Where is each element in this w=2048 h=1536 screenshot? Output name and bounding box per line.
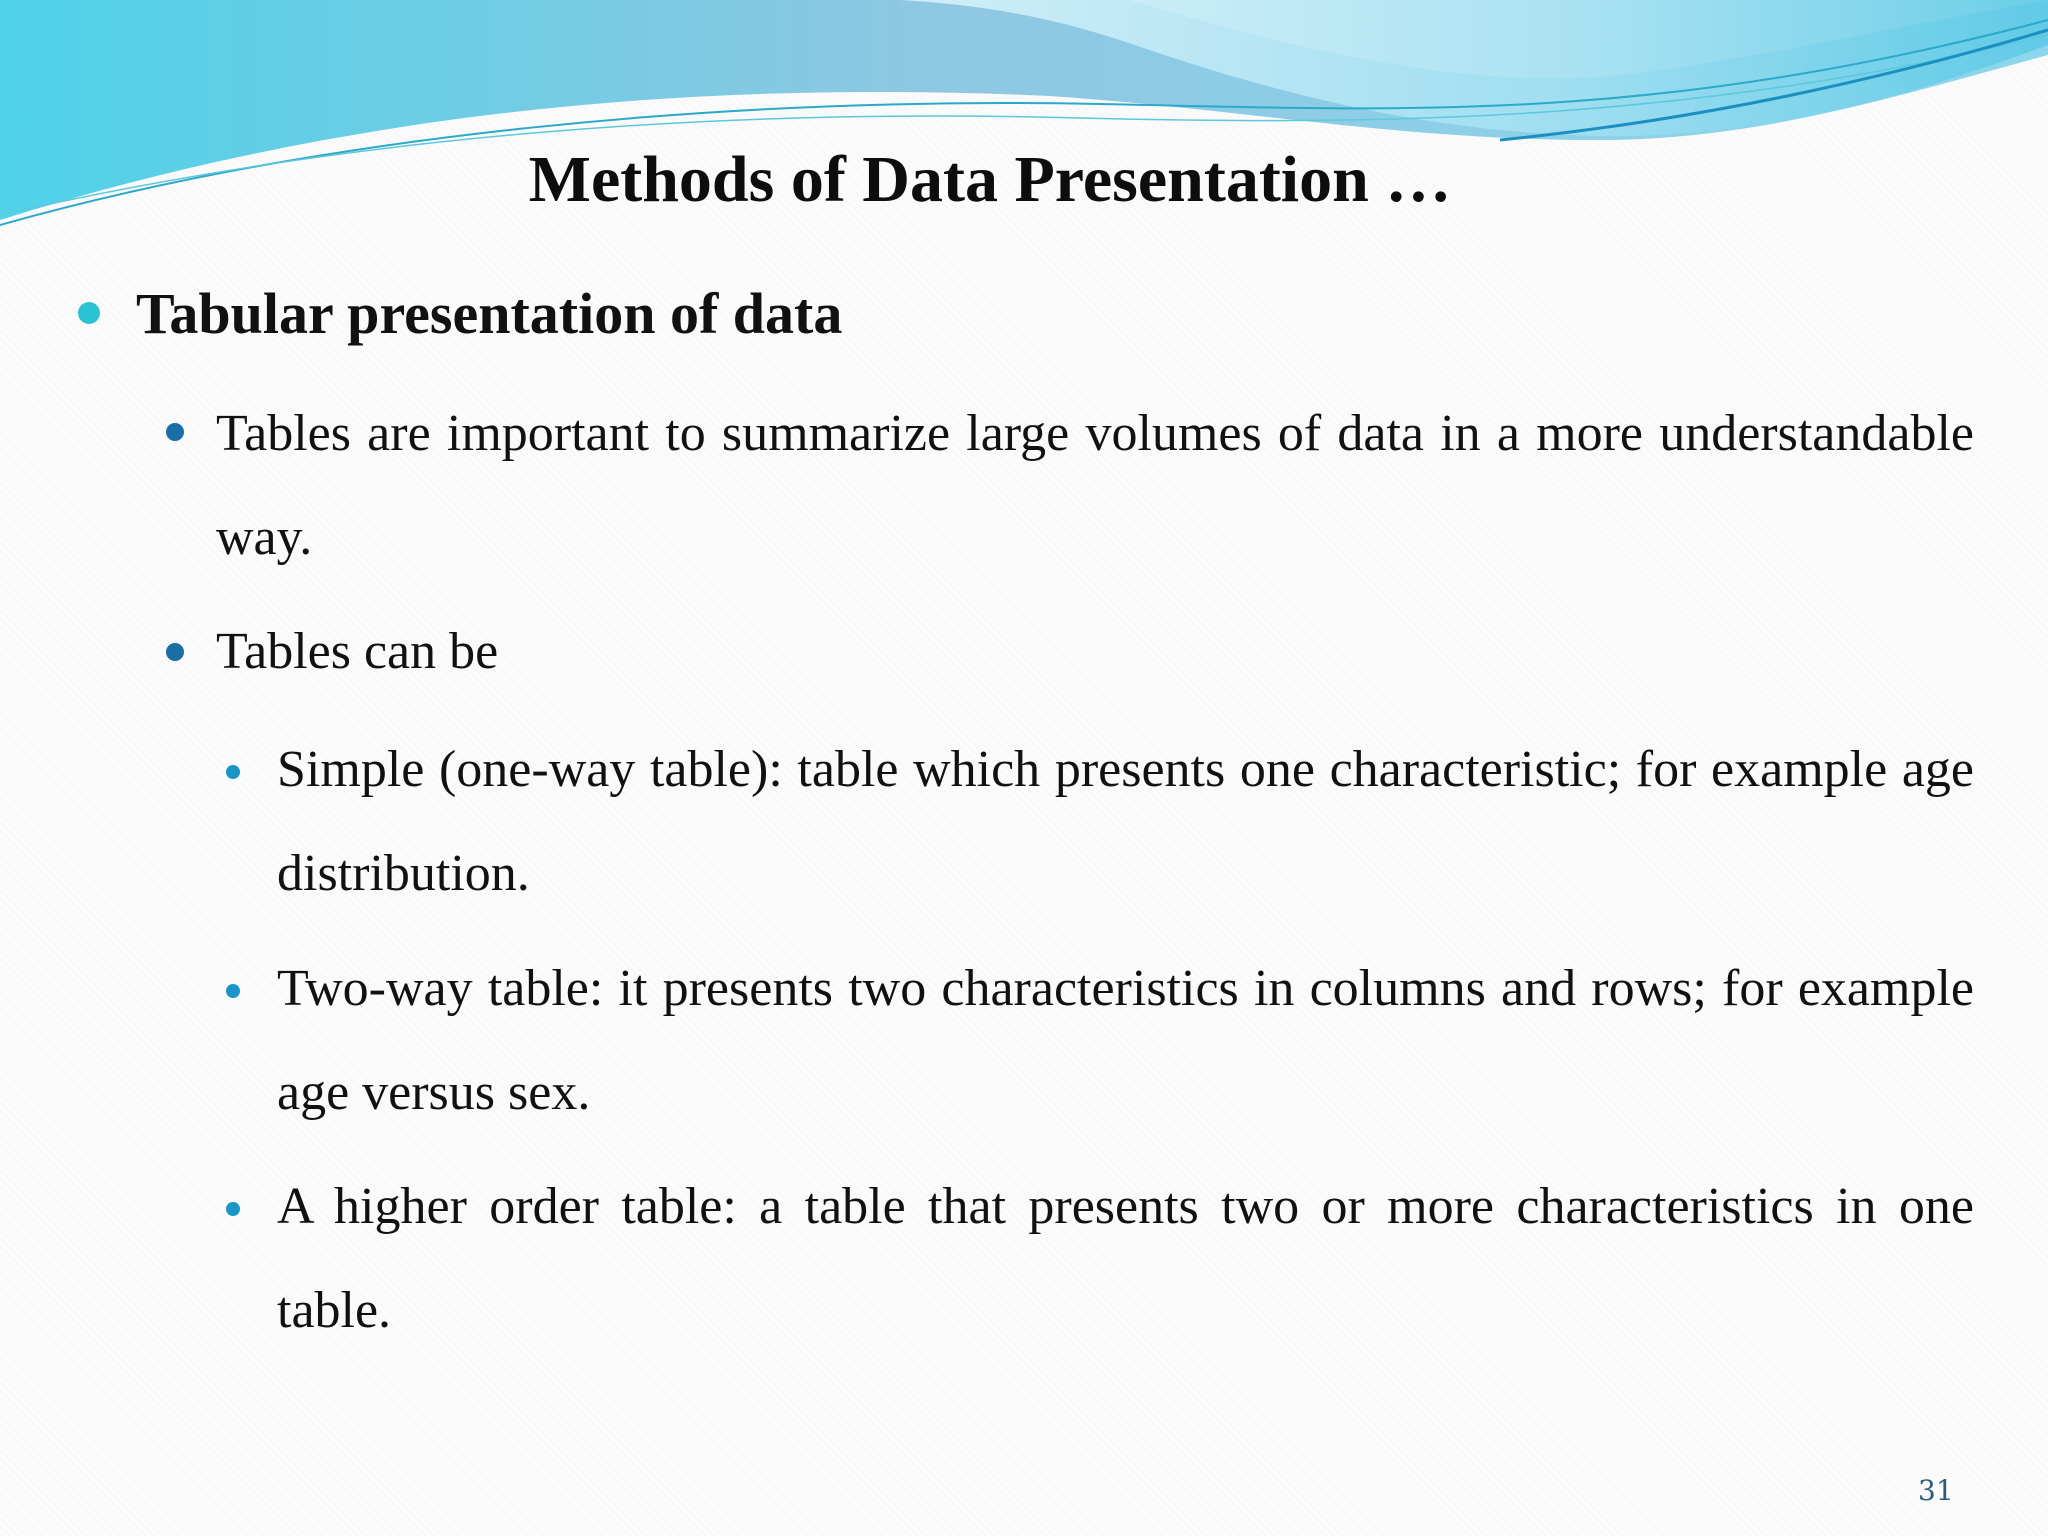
bullet-level2-icon <box>166 643 184 661</box>
subpoint-higher-order-table: A higher order table: a table that presents two or more characteristics in one table. <box>277 1178 1974 1339</box>
subpoint-simple-table: Simple (one-way table): table which presents one characteristic; for example age distribution. <box>277 741 1974 902</box>
bullet-level3-icon <box>226 1202 240 1216</box>
bullet-level3-icon <box>226 984 240 998</box>
subpoint-two-way-table: Two-way table: it presents two characteristics in columns and rows; for example age versus sex. <box>277 960 1974 1121</box>
bullet-level1-icon <box>78 302 100 324</box>
point-tables-can-be: Tables can be <box>216 623 499 680</box>
page-number: 31 <box>1918 1474 1954 1507</box>
point-tables-important: Tables are important to summarize large volumes of data in a more understandable way. <box>216 405 1974 566</box>
bullet-level2-icon <box>166 423 184 441</box>
main-bullet-text: Tabular presentation of data <box>136 281 843 346</box>
slide-title: Methods of Data Presentation … <box>528 143 1452 216</box>
bullet-level3-icon <box>226 765 240 779</box>
